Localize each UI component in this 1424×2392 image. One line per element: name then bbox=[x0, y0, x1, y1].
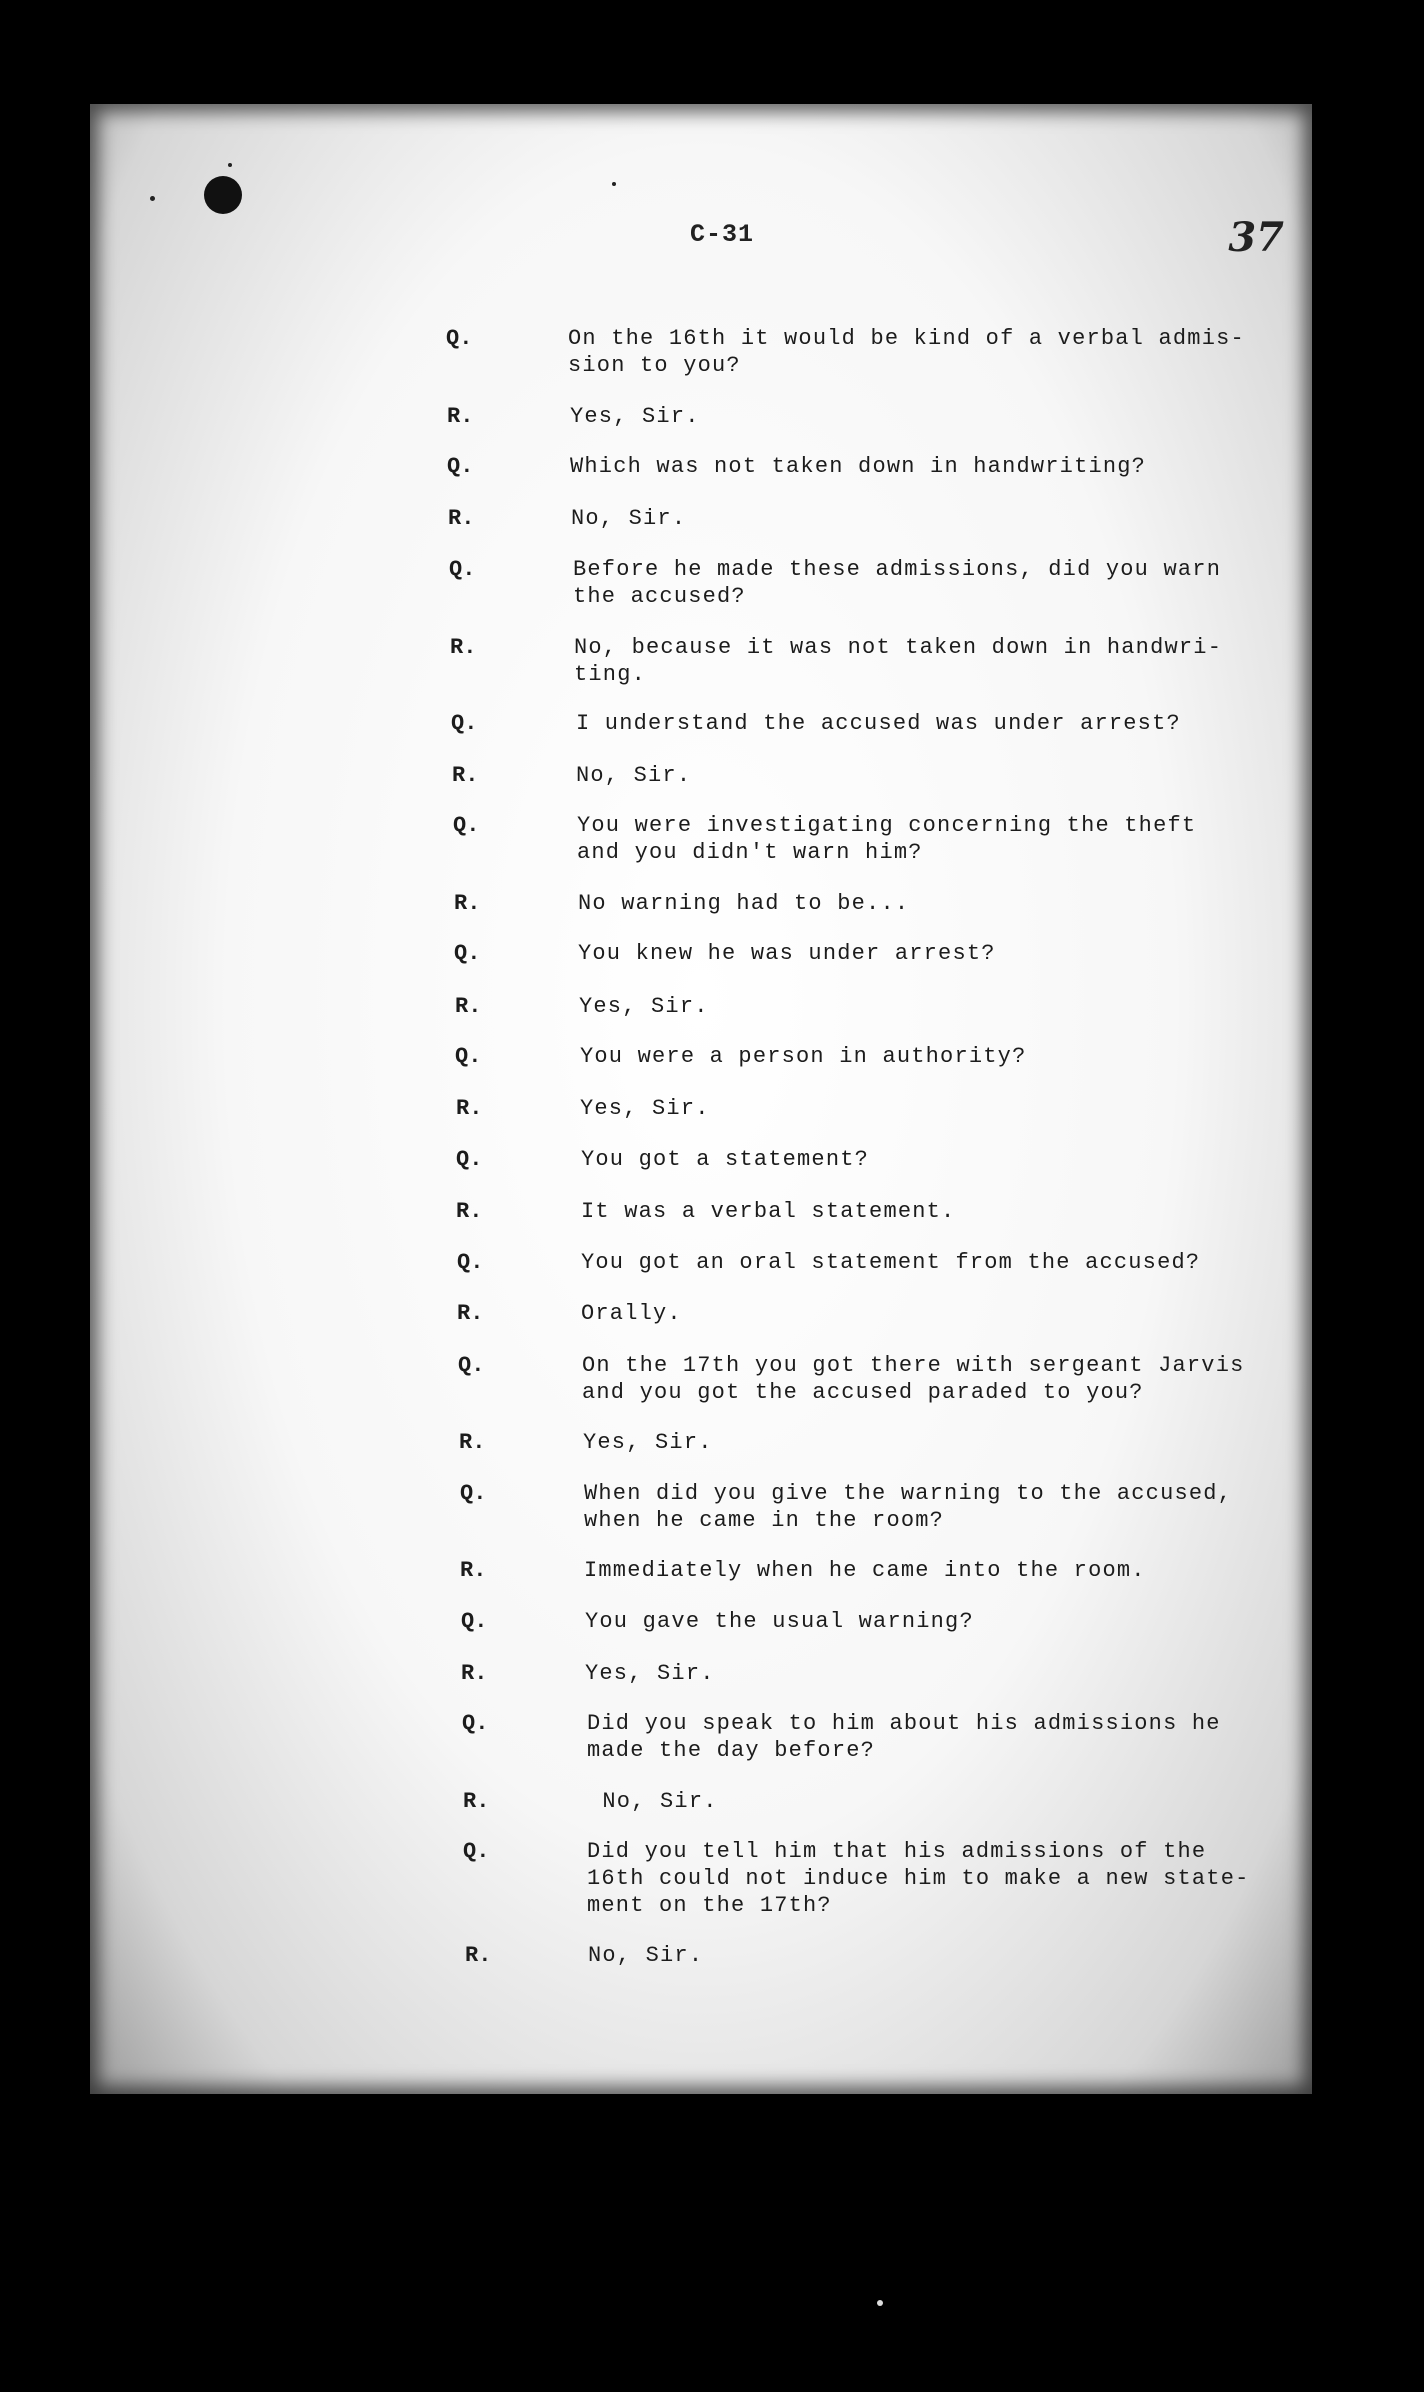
page-label: C-31 bbox=[690, 220, 755, 249]
utterance-text: On the 16th it would be kind of a verbal admis- sion to you? bbox=[568, 326, 1245, 378]
speaker-label: R. bbox=[460, 1558, 487, 1583]
utterance-text: Yes, Sir. bbox=[585, 1661, 715, 1686]
speaker-label: Q. bbox=[456, 1147, 483, 1172]
utterance-text: No, Sir. bbox=[576, 763, 692, 788]
utterance-text: Yes, Sir. bbox=[570, 404, 700, 429]
speaker-label: R. bbox=[448, 506, 475, 531]
utterance-text: You got a statement? bbox=[581, 1147, 870, 1172]
speaker-label: R. bbox=[463, 1789, 490, 1814]
utterance-text: You got an oral statement from the accused? bbox=[581, 1250, 1201, 1275]
film-speck bbox=[877, 2300, 883, 2306]
utterance-text: You were investigating concerning the theft and you didn't warn him? bbox=[577, 813, 1197, 865]
utterance-text: No, Sir. bbox=[571, 506, 687, 531]
utterance-text: Before he made these admissions, did you warn the accused? bbox=[573, 557, 1222, 609]
utterance-text: Did you speak to him about his admissions he made the day before? bbox=[587, 1711, 1221, 1763]
utterance-text: No, Sir. bbox=[588, 1789, 718, 1814]
utterance-text: When did you give the warning to the accused, when he came in the room? bbox=[584, 1481, 1233, 1533]
speaker-label: R. bbox=[456, 1096, 483, 1121]
speaker-label: R. bbox=[447, 404, 474, 429]
utterance-text: No warning had to be... bbox=[578, 891, 910, 916]
speaker-label: Q. bbox=[454, 941, 481, 966]
utterance-text: You knew he was under arrest? bbox=[578, 941, 996, 966]
speaker-label: Q. bbox=[462, 1711, 489, 1736]
speaker-label: Q. bbox=[463, 1839, 490, 1864]
utterance-text: Yes, Sir. bbox=[583, 1430, 713, 1455]
utterance-text: Did you tell him that his admissions of the 16th could not induce him to make a new state- ment on the 17th? bbox=[587, 1839, 1250, 1918]
utterance-text: You were a person in authority? bbox=[580, 1044, 1027, 1069]
speaker-label: Q. bbox=[453, 813, 480, 838]
utterance-text: Which was not taken down in handwriting? bbox=[570, 454, 1147, 479]
speaker-label: R. bbox=[454, 891, 481, 916]
speaker-label: R. bbox=[465, 1943, 492, 1968]
utterance-text: It was a verbal statement. bbox=[581, 1199, 956, 1224]
speaker-label: Q. bbox=[447, 454, 474, 479]
utterance-text: No, Sir. bbox=[588, 1943, 704, 1968]
utterance-text: You gave the usual warning? bbox=[585, 1609, 974, 1634]
utterance-text: Yes, Sir. bbox=[579, 994, 709, 1019]
speaker-label: Q. bbox=[451, 711, 478, 736]
speaker-label: R. bbox=[455, 994, 482, 1019]
folio-number: 37 bbox=[1228, 214, 1284, 261]
speaker-label: R. bbox=[459, 1430, 486, 1455]
speaker-label: Q. bbox=[458, 1353, 485, 1378]
speaker-label: R. bbox=[450, 635, 477, 660]
speaker-label: R. bbox=[456, 1199, 483, 1224]
speaker-label: Q. bbox=[460, 1481, 487, 1506]
utterance-text: Immediately when he came into the room. bbox=[584, 1558, 1146, 1583]
utterance-text: Yes, Sir. bbox=[580, 1096, 710, 1121]
utterance-text: No, because it was not taken down in handwri- ting. bbox=[574, 635, 1223, 687]
utterance-text: On the 17th you got there with sergeant Jarvis and you got the accused paraded to you? bbox=[582, 1353, 1245, 1405]
speaker-label: Q. bbox=[461, 1609, 488, 1634]
speaker-label: Q. bbox=[449, 557, 476, 582]
utterance-text: I understand the accused was under arrest? bbox=[576, 711, 1181, 736]
speaker-label: R. bbox=[452, 763, 479, 788]
speaker-label: Q. bbox=[455, 1044, 482, 1069]
speaker-label: Q. bbox=[446, 326, 473, 351]
utterance-text: Orally. bbox=[581, 1301, 682, 1326]
speaker-label: R. bbox=[457, 1301, 484, 1326]
speaker-label: R. bbox=[461, 1661, 488, 1686]
speaker-label: Q. bbox=[457, 1250, 484, 1275]
